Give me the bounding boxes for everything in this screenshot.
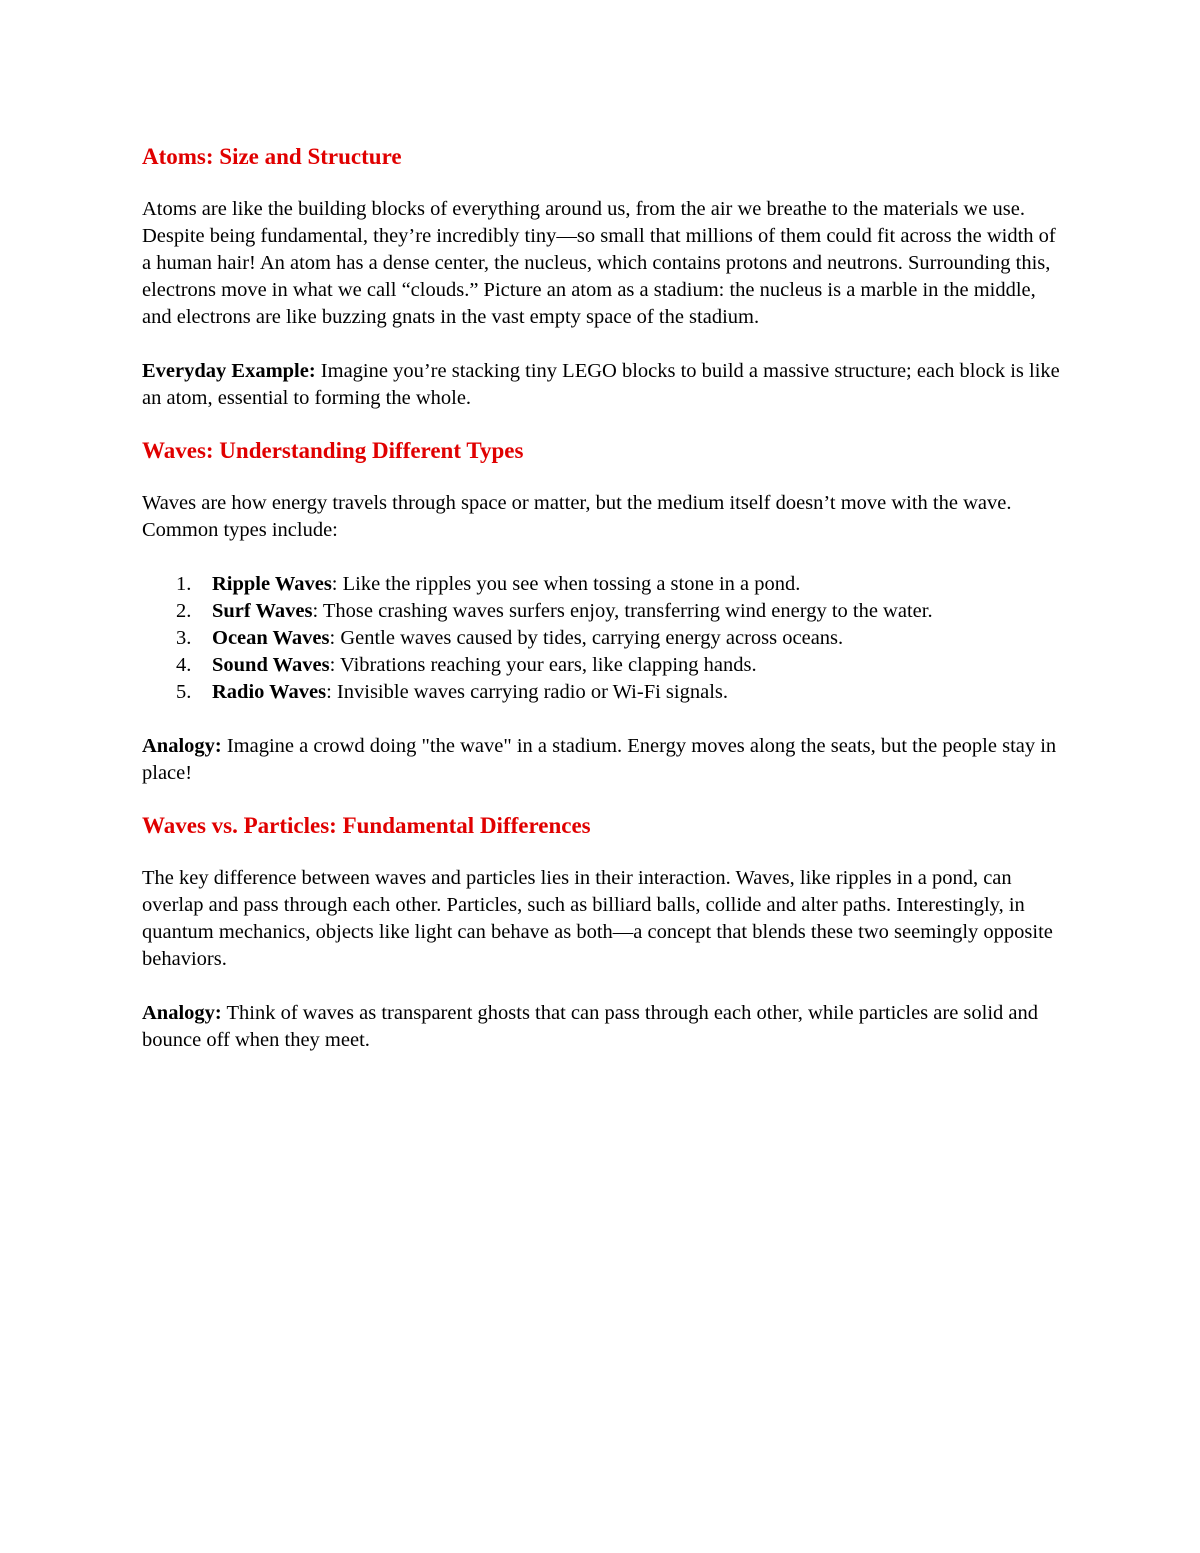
list-term: Sound Waves — [212, 654, 330, 676]
note-text: Think of waves as transparent ghosts that can pass through each other, while particles are solid and bounce off when they meet. — [142, 1002, 1039, 1051]
document-page — [142, 140, 1062, 1054]
section-note-waves — [142, 733, 1062, 787]
list-item — [142, 679, 1062, 706]
note-label: Analogy: — [142, 1002, 222, 1024]
list-item — [142, 625, 1062, 652]
section-note-waves-vs-particles — [142, 1000, 1062, 1054]
note-text: Imagine you’re stacking tiny LEGO blocks to build a massive structure; each block is like an atom, essential to forming the whole. — [142, 360, 1060, 409]
wave-types-list — [142, 571, 1062, 706]
list-term: Ocean Waves — [212, 627, 330, 649]
list-item — [142, 571, 1062, 598]
list-number: 5. — [176, 681, 192, 703]
list-desc: : Like the ripples you see when tossing a stone in a pond. — [331, 573, 801, 595]
list-desc: : Those crashing waves surfers enjoy, transferring wind energy to the water. — [312, 600, 933, 622]
list-item — [142, 598, 1062, 625]
list-desc: : Gentle waves caused by tides, carrying energy across oceans. — [329, 627, 844, 649]
list-desc: : Vibrations reaching your ears, like clapping hands. — [329, 654, 757, 676]
list-term: Surf Waves — [212, 600, 313, 622]
section-paragraph-waves-vs-particles: The key difference between waves and particles lies in their interaction. Waves, like ripples in a pond, can overlap and pass through each other. Particles, such as billiard balls, collide and alter paths. Interestingly, in quantum mechanics, objects like light can behave as both—a concept that blends these two seemingly opposite behaviors. — [142, 867, 1053, 970]
list-desc: : Invisible waves carrying radio or Wi-Fi signals. — [326, 681, 728, 703]
note-text: Imagine a crowd doing "the wave" in a stadium. Energy moves along the seats, but the people stay in place! — [142, 735, 1057, 784]
section-heading-waves-vs-particles: Waves vs. Particles: Fundamental Differences — [142, 813, 591, 838]
list-term: Ripple Waves — [212, 573, 332, 595]
note-label: Everyday Example: — [142, 360, 316, 382]
note-label: Analogy: — [142, 735, 222, 757]
section-heading-atoms: Atoms: Size and Structure — [142, 144, 402, 169]
list-item — [142, 652, 1062, 679]
section-paragraph-waves: Waves are how energy travels through space or matter, but the medium itself doesn’t move with the wave. Common types include: — [142, 492, 1012, 541]
section-heading-waves: Waves: Understanding Different Types — [142, 438, 524, 463]
list-number: 3. — [176, 627, 192, 649]
list-number: 4. — [176, 654, 192, 676]
section-paragraph-atoms: Atoms are like the building blocks of everything around us, from the air we breathe to the materials we use. Despite being fundamental, they’re incredibly tiny—so small that millions of them could fit across the width of a human hair! An atom has a dense center, the nucleus, which contains protons and neutrons. Surrounding this, electrons move in what we call “clouds.” Picture an atom as a stadium: the nucleus is a marble in the middle, and electrons are like buzzing gnats in the vast empty space of the stadium. — [142, 198, 1056, 328]
list-number: 2. — [176, 600, 192, 622]
section-note-atoms — [142, 358, 1062, 412]
list-term: Radio Waves — [212, 681, 327, 703]
list-number: 1. — [176, 573, 192, 595]
